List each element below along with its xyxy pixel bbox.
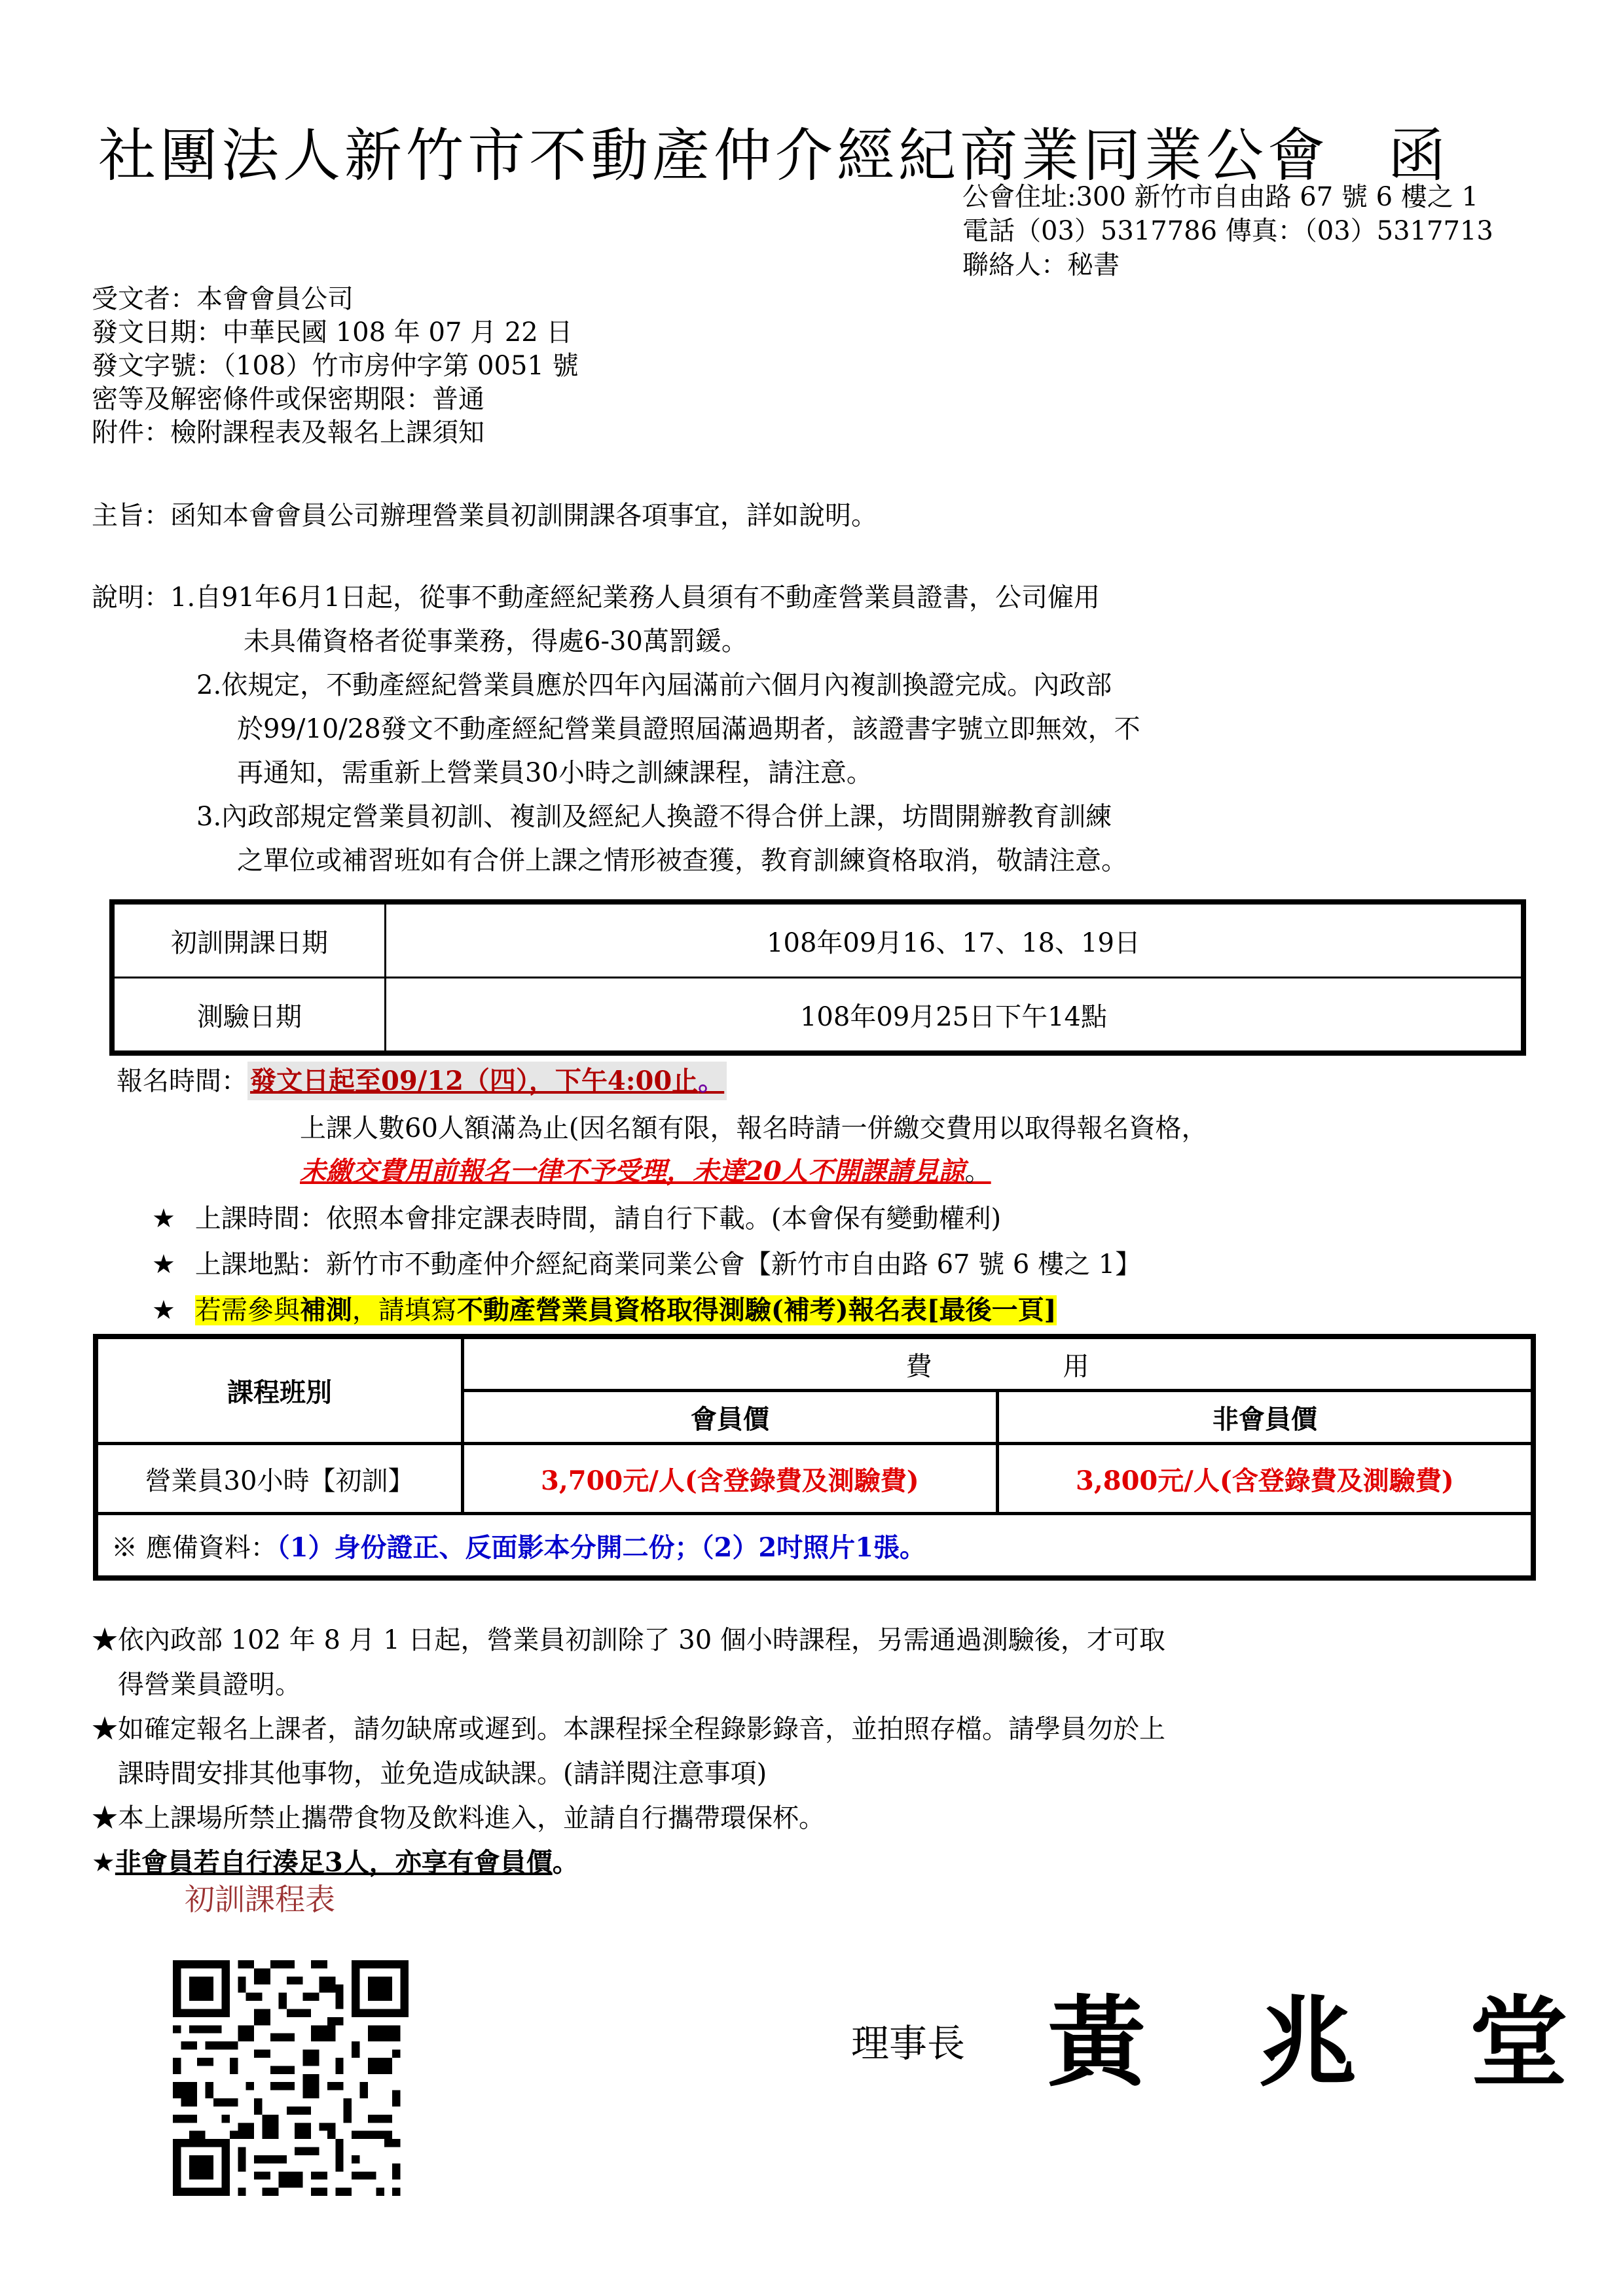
classification: 密等及解密條件或保密期限：普通 [92, 384, 484, 414]
registration-deadline [247, 1062, 727, 1100]
explanation-line: 1.自91年6月1日起，從事不動產經紀業務人員須有不動產營業員證書，公司僱用 [170, 583, 1100, 613]
member-price: 3,700元/人(含登錄費及測驗費) [463, 1444, 998, 1514]
required-docs [96, 1514, 1533, 1579]
course-date-label: 初訓開課日期 [112, 902, 386, 978]
doc-type: 函 [1388, 122, 1450, 189]
warning-end: 。 [964, 1157, 991, 1187]
class-time-text: 上課時間：依照本會排定課表時間，請自行下載。(本會保有變動權利) [194, 1204, 1002, 1234]
meta-block [92, 283, 579, 450]
member-discount-note: 非會員若自行湊足3人，亦享有會員價 [115, 1847, 553, 1878]
class-time [152, 1198, 1001, 1235]
nonmember-price: 3,800元/人(含登錄費及測驗費) [997, 1444, 1533, 1514]
makeup-text: 若需參與 [194, 1295, 300, 1325]
schedule-table [109, 899, 1526, 1056]
course-date-value: 108年09月16、17、18、19日 [386, 902, 1524, 978]
registration-label: 報名時間： [117, 1066, 247, 1096]
issue-date: 發文日期：中華民國 108 年 07 月 22 日 [92, 317, 573, 348]
signature-name: 黃 兆 堂 [1048, 1985, 1607, 2100]
note-item: ★如確定報名上課者，請勿缺席或遲到。本課程採全程錄影錄音，並拍照存檔。請學員勿於上 [92, 1714, 1165, 1744]
contact-block [962, 180, 1493, 282]
note-item: ★本上課場所禁止攜帶食物及飲料進入，並請自行攜帶環保杯。 [92, 1803, 825, 1833]
required-docs-text: （1）身份證正、反面影本分開二份；（2）2吋照片1張。 [276, 1532, 926, 1563]
table-row [96, 1444, 1533, 1514]
registration-period [117, 1060, 727, 1098]
star-icon: ★ [152, 1249, 175, 1280]
makeup-highlight [195, 1295, 1057, 1325]
address: 公會住址:300 新竹市自由路 67 號 6 樓之 1 [962, 182, 1478, 212]
star-icon: ★ [152, 1295, 175, 1325]
explanation-line: 之單位或補習班如有合併上課之情形被查獲，教育訓練資格取消，敬請注意。 [237, 846, 1127, 876]
payment-warning [300, 1151, 991, 1188]
star-icon: ★ [152, 1204, 175, 1234]
explanation-item-2: 2.依規定，不動產經紀營業員應於四年內屆滿前六個月內複訓換證完成。內政部 [196, 670, 1112, 700]
table-header-row [96, 1336, 1533, 1391]
org-name: 社團法人新竹市不動產仲介經紀商業同業公會 [98, 122, 1330, 189]
makeup-text: ，請填寫 [352, 1295, 457, 1325]
course-name: 營業員30小時【初訓】 [96, 1444, 463, 1514]
required-docs-label: ※ 應備資料： [111, 1532, 277, 1563]
exam-date-label: 測驗日期 [112, 978, 386, 1054]
doc-number: 發文字號：（108）竹市房仲字第 0051 號 [92, 351, 579, 381]
table-row [96, 1514, 1533, 1579]
fee-table [93, 1334, 1536, 1581]
exam-date-value: 108年09月25日下午14點 [386, 978, 1524, 1054]
col-fee: 費 用 [463, 1336, 1534, 1391]
contact-person: 聯絡人：秘書 [962, 250, 1120, 280]
explanation-item-3: 3.內政部規定營業員初訓、複訓及經紀人換證不得合併上課，坊間開辦教育訓練 [196, 802, 1112, 832]
class-location-text: 上課地點：新竹市不動產仲介經紀商業同業公會【新竹市自由路 67 號 6 樓之 1】 [194, 1249, 1142, 1280]
explanation-line: 未具備資格者從事業務，得處6-30萬罰鍰。 [244, 626, 748, 656]
makeup-text: 補測 [299, 1295, 352, 1325]
makeup-text: [最後一頁] [926, 1295, 1057, 1325]
period-end: 。 [698, 1066, 725, 1096]
table-row [112, 978, 1523, 1054]
class-location [152, 1244, 1141, 1281]
recipient: 受文者：本會會員公司 [92, 284, 354, 314]
col-course: 課程班別 [96, 1336, 463, 1444]
col-member: 會員價 [463, 1391, 998, 1444]
explanation-line: 於99/10/28發文不動產經紀營業員證照屆滿過期者，該證書字號立即無效，不 [237, 714, 1140, 744]
explanation [92, 576, 1140, 883]
table-row [112, 902, 1523, 978]
payment-warning-text: 未繳交費用前報名一律不予受理，未達20人不開課請見諒 [300, 1156, 965, 1187]
explanation-label: 說明： [92, 583, 170, 613]
col-nonmember: 非會員價 [997, 1391, 1533, 1444]
phone-fax: 電話（03）5317786 傳真：（03）5317713 [962, 216, 1493, 246]
note-end: 。 [552, 1847, 579, 1878]
capacity-note: 上課人數60人額滿為止(因名額有限，報名時請一併繳交費用以取得報名資格， [300, 1113, 1208, 1143]
note-item-continued: 課時間安排其他事物，並免造成缺課。(請詳閱注意事項) [118, 1759, 767, 1789]
note-item-continued: 得營業員證明。 [118, 1670, 301, 1700]
qr-code-icon[interactable] [173, 1960, 409, 2196]
subject: 主旨：函知本會會員公司辦理營業員初訓開課各項事宜，詳如說明。 [92, 501, 877, 531]
explanation-line: 再通知，需重新上營業員30小時之訓練課程，請注意。 [237, 758, 873, 788]
explanation-item-1 [92, 576, 1140, 620]
star-icon: ★ [92, 1848, 115, 1878]
notes-list [92, 1618, 1165, 1885]
makeup-form-name: 不動產營業員資格取得測驗(補考)報名表 [456, 1295, 927, 1325]
makeup-exam-note [152, 1289, 1057, 1327]
attachment: 附件：檢附課程表及報名上課須知 [92, 418, 484, 448]
note-item: ★依內政部 102 年 8 月 1 日起，營業員初訓除了 30 個小時課程，另需通過測驗後，才可取 [92, 1625, 1165, 1655]
registration-deadline-text: 發文日起至09/12（四），下午4:00止 [250, 1066, 699, 1096]
schedule-link[interactable]: 初訓課程表 [185, 1882, 335, 1917]
signature-title: 理事長 [851, 2021, 966, 2066]
